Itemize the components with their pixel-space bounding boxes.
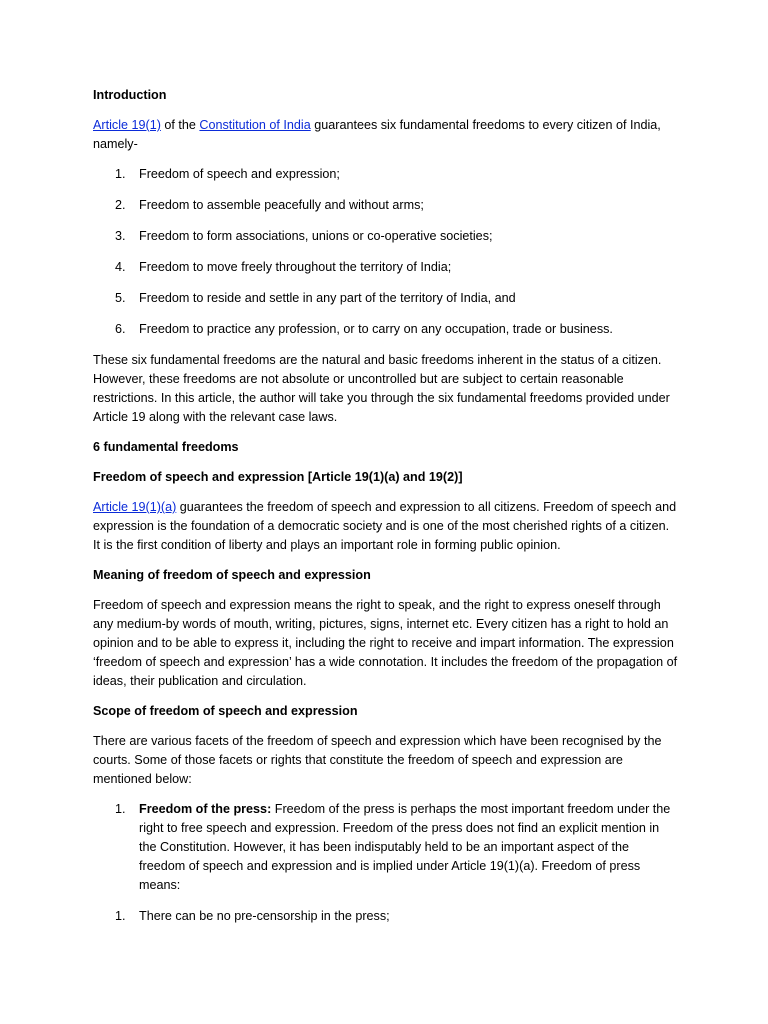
list-item: 1. Freedom of the press: Freedom of the press is perhaps the most important freedom under the right to free speech and expression. Freedom of the press does not find an explicit mention in the Constitution. However, it has been indisputably held to be an important aspect of the freedom of speech and expression and is implied under Article 19(1)(a). Freedom of press means: — [115, 802, 671, 892]
summary-paragraph: These six fundamental freedoms are the natural and basic freedoms inherent in the status of a citizen. However, these freedoms are not absolute or uncontrolled but are subject to certain reasonable restrictions. In this article, the author will take you through the six fundamental freedoms provided under Article 19 along with the relevant case laws. — [93, 353, 670, 424]
speech-paragraph: Article 19(1)(a) guarantees the freedom of speech and expression to all citizens. Freedom of speech and expression is the foundation of a democratic society and is one of the most cherished rights of a citizen. It is the first condition of liberty and plays an important role in forming public opinion. — [93, 500, 677, 552]
heading-meaning: Meaning of freedom of speech and expression — [93, 568, 371, 582]
facet-title: Freedom of the press: — [139, 802, 272, 816]
heading-introduction: Introduction — [93, 88, 167, 102]
link-constitution-of-india[interactable]: Constitution of India — [199, 118, 311, 132]
link-article-19-1[interactable]: Article 19(1) — [93, 118, 161, 132]
document-page — [93, 86, 678, 938]
meaning-paragraph: Freedom of speech and expression means the right to speak, and the right to express oneself through any medium-by words of mouth, writing, pictures, signs, internet etc. Every citizen has a right to hold an opinion and to be able to express it, including the right to receive and impart information. The expression ‘freedom of speech and expression’ has a wide connotation. It includes the freedom of the propagation of ideas, their publication and circulation. — [93, 598, 678, 688]
list-item: 2. Freedom to assemble peacefully and without arms; — [115, 198, 424, 212]
facets-list — [93, 800, 678, 895]
list-item: 1. Freedom of speech and expression; — [115, 167, 340, 181]
list-item: 6. Freedom to practice any profession, or to carry on any occupation, trade or business. — [115, 322, 613, 336]
heading-scope: Scope of freedom of speech and expression — [93, 704, 358, 718]
link-article-19-1-a[interactable]: Article 19(1)(a) — [93, 500, 177, 514]
list-item: 5. Freedom to reside and settle in any part of the territory of India, and — [115, 291, 516, 305]
list-item: 4. Freedom to move freely throughout the territory of India; — [115, 260, 452, 274]
freedoms-list — [93, 165, 678, 339]
press-points-list — [93, 907, 678, 926]
heading-speech-expression: Freedom of speech and expression [Article 19(1)(a) and 19(2)] — [93, 470, 463, 484]
list-item: 3. Freedom to form associations, unions or co-operative societies; — [115, 229, 493, 243]
intro-paragraph: Article 19(1) of the Constitution of India guarantees six fundamental freedoms to every citizen of India, namely- — [93, 118, 661, 151]
list-item: 1. There can be no pre-censorship in the press; — [115, 909, 390, 923]
heading-six-freedoms: 6 fundamental freedoms — [93, 440, 239, 454]
scope-paragraph: There are various facets of the freedom of speech and expression which have been recognised by the courts. Some of those facets or rights that constitute the freedom of speech and expression are mentioned below: — [93, 734, 662, 786]
